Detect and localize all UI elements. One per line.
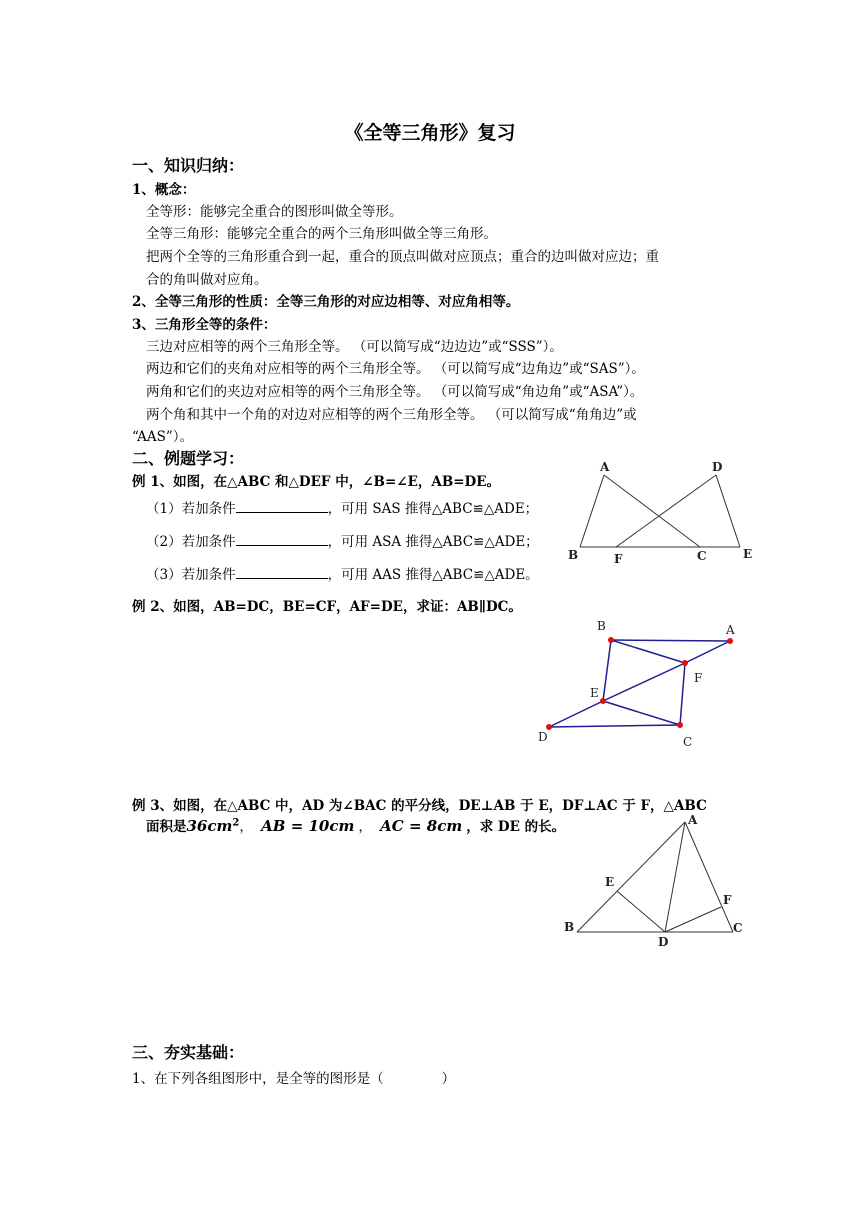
page-title: 《全等三角形》复习: [344, 122, 516, 144]
point-f: [682, 660, 688, 666]
segment-ba: [611, 640, 730, 641]
question1-suffix: ，可用 SAS 推得△ABC≌△ADE；: [327, 501, 539, 517]
condition-asa: 两角和它们的夹边对应相等的两个三角形全等。 （可以简写成“角边角”或“ASA”）。: [146, 384, 644, 400]
definition-correspondence-line1: 把两个全等的三角形重合到一起，重合的顶点叫做对应顶点；重合的边叫做对应边；重: [146, 249, 659, 265]
question-text: 1、在下列各组图形中，是全等的图形是（: [132, 1071, 384, 1087]
area-value: 36cm: [186, 817, 233, 835]
basics-question1: [132, 1067, 455, 1087]
segment-df: [616, 475, 716, 547]
question2-suffix: ，可用 ASA 推得△ABC≌△ADE；: [327, 534, 539, 550]
example3-stem: 例 3、如图，在△ABC 中，AD 为∠BAC 的平分线，DE⊥AB 于 E，DF⊥AC 于 F，△ABC: [132, 798, 707, 814]
section1-heading: 一、知识归纳：: [132, 156, 245, 175]
segment-dc: [549, 725, 680, 727]
label-d: D: [658, 935, 669, 949]
example3-figure: [555, 810, 755, 950]
equation-ac: AC = 8cm: [380, 817, 463, 835]
label-a: A: [688, 813, 698, 827]
label-c: C: [733, 921, 743, 935]
condition-aas-line2: “AAS”）。: [132, 429, 194, 445]
label-a: A: [726, 623, 735, 637]
label-c: C: [683, 735, 693, 749]
point-b: [608, 637, 614, 643]
label-b: B: [568, 548, 579, 562]
segment-bf: [611, 640, 685, 663]
segment-df: [665, 907, 721, 932]
separator-2: ，: [358, 819, 372, 835]
label-b: B: [564, 920, 575, 934]
label-e: E: [590, 686, 599, 700]
definition-correspondence-line2: 合的角叫做对应角。: [146, 272, 268, 288]
label-a: A: [600, 460, 610, 474]
label-d: D: [538, 730, 548, 744]
equation-ab: AB = 10cm: [261, 817, 355, 835]
question2-prefix: （2）若加条件: [146, 534, 236, 550]
condition-sas: 两边和它们的夹角对应相等的两个三角形全等。 （可以简写成“边角边”或“SAS”）。: [146, 361, 645, 377]
example3-given: [146, 815, 565, 835]
definition-congruent-triangle: 全等三角形：能够完全重合的两个三角形叫做全等三角形。: [146, 226, 497, 242]
segment-af: [685, 641, 730, 663]
area-exponent: 2: [232, 817, 240, 829]
segment-de: [716, 475, 740, 547]
segment-ab: [577, 822, 685, 932]
segment-ef: [603, 663, 685, 701]
point-c: [677, 722, 683, 728]
section3-heading: 三、夯实基础：: [132, 1043, 245, 1062]
properties-item: 2、全等三角形的性质：全等三角形的对应边相等、对应角相等。: [132, 294, 520, 310]
example1-stem: 例 1、如图，在△ABC 和△DEF 中，∠B=∠E，AB=DE。: [132, 474, 501, 490]
point-a: [727, 638, 733, 644]
conditions-label: 3、三角形全等的条件：: [132, 317, 277, 333]
segment-ec: [603, 701, 680, 725]
example1-question3: [146, 563, 539, 583]
definition-congruent-figure: 全等形：能够完全重合的图形叫做全等形。: [146, 204, 403, 220]
separator-1: ，: [239, 819, 253, 835]
condition-aas-line1: 两个角和其中一个角的对边对应相等的两个三角形全等。 （可以简写成“角角边”或: [146, 407, 637, 423]
label-c: C: [697, 549, 707, 563]
label-e: E: [605, 875, 615, 889]
segment-ab: [580, 475, 604, 547]
example1-question2: [146, 530, 539, 550]
segment-be: [603, 640, 611, 701]
section2-heading: 二、例题学习：: [132, 449, 245, 468]
question1-prefix: （1）若加条件: [146, 501, 236, 517]
label-d: D: [712, 460, 723, 474]
segment-ad: [665, 822, 685, 932]
answer-blank-2[interactable]: [236, 533, 328, 546]
label-f: F: [694, 671, 703, 685]
label-f: F: [614, 552, 623, 566]
segment-ac: [604, 475, 700, 547]
example1-question1: [146, 497, 538, 517]
answer-blank-1[interactable]: [236, 500, 328, 513]
segment-ed: [549, 701, 603, 727]
condition-sss: 三边对应相等的两个三角形全等。 （可以简写成“边边边”或“SSS”）。: [146, 339, 563, 355]
point-e: [600, 698, 606, 704]
label-e: E: [743, 547, 753, 561]
segment-de: [617, 891, 665, 932]
question-tail: ，求 DE 的长。: [466, 819, 566, 835]
question3-suffix: ，可用 AAS 推得△ABC≌△ADE。: [327, 567, 539, 583]
segment-ac: [685, 822, 733, 932]
label-f: F: [723, 893, 732, 907]
example1-figure: [560, 455, 760, 575]
answer-blank-3[interactable]: [236, 566, 328, 579]
question-close: ）: [441, 1071, 456, 1087]
example2-stem: 例 2、如图，AB=DC，BE=CF，AF=DE，求证：AB∥DC。: [132, 599, 522, 615]
question3-prefix: （3）若加条件: [146, 567, 236, 583]
label-b: B: [597, 619, 606, 633]
example2-figure: [530, 615, 750, 755]
concept-label: 1、概念：: [132, 182, 196, 198]
segment-fc: [680, 663, 685, 725]
area-label: 面积是: [146, 819, 187, 835]
